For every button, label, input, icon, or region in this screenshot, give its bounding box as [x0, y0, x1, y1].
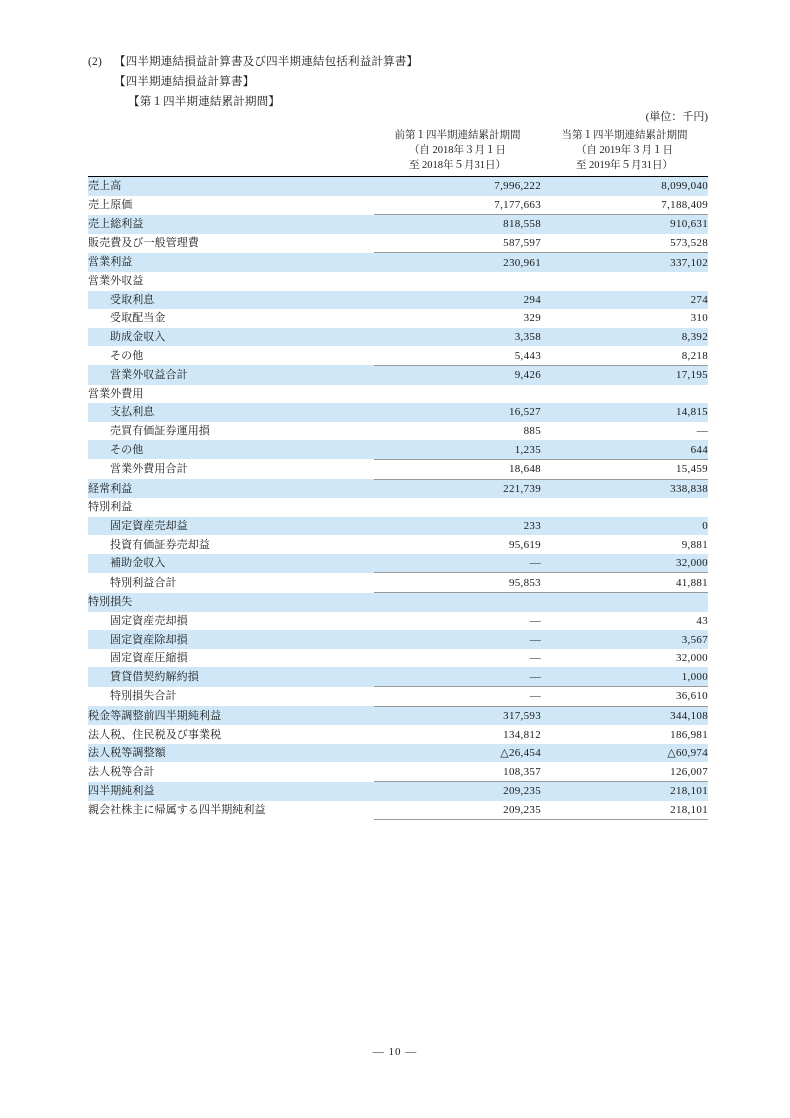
- table-row: [88, 667, 708, 686]
- row-value-previous: 5,443: [374, 346, 541, 365]
- page-number-footer: ― 10 ―: [372, 1046, 418, 1058]
- table-row: [88, 459, 708, 479]
- row-value-previous: 7,177,663: [374, 196, 541, 215]
- heading-text: 【四半期連結損益計算書】: [114, 76, 255, 88]
- previous-period-to: 至 2018年５月31日）: [408, 160, 507, 171]
- previous-period-title: 前第１四半期連結累計期間: [394, 130, 521, 141]
- row-value-current: 1,000: [541, 667, 708, 686]
- row-value-previous: 1,235: [374, 440, 541, 459]
- row-value-previous: 3,358: [374, 328, 541, 347]
- table-row: [88, 498, 708, 517]
- table-row: [88, 517, 708, 536]
- heading-text: 【第１四半期連結累計期間】: [128, 96, 281, 108]
- row-value-current: 14,815: [541, 403, 708, 422]
- row-value-previous: △26,454: [374, 744, 541, 763]
- table-row: [88, 365, 708, 384]
- row-value-current: 644: [541, 440, 708, 459]
- row-label: 営業外収益: [88, 272, 374, 291]
- row-value-current: 274: [541, 291, 708, 310]
- row-value-current: 9,881: [541, 535, 708, 554]
- row-value-current: 218,101: [541, 801, 708, 820]
- column-header-previous: [374, 128, 541, 177]
- row-value-previous: ―: [374, 649, 541, 668]
- table-row: [88, 234, 708, 253]
- row-value-previous: 209,235: [374, 801, 541, 820]
- row-value-current: 32,000: [541, 554, 708, 573]
- row-value-current: ―: [541, 422, 708, 441]
- row-value-previous: ―: [374, 667, 541, 686]
- row-value-previous: ―: [374, 687, 541, 707]
- row-value-previous: 134,812: [374, 725, 541, 744]
- row-label: その他: [88, 346, 374, 365]
- row-label: 売上原価: [88, 196, 374, 215]
- row-label: 売上総利益: [88, 215, 374, 234]
- table-row: [88, 177, 708, 196]
- heading-number: (2): [88, 56, 103, 68]
- table-row: [88, 291, 708, 310]
- row-value-previous: 818,558: [374, 215, 541, 234]
- table-row: [88, 573, 708, 593]
- row-value-previous: 16,527: [374, 403, 541, 422]
- row-label: 営業外収益合計: [88, 365, 374, 384]
- row-value-previous: 294: [374, 291, 541, 310]
- row-label: 固定資産除却損: [88, 630, 374, 649]
- row-value-previous: 885: [374, 422, 541, 441]
- row-value-current: 344,108: [541, 706, 708, 725]
- row-value-current: 15,459: [541, 459, 708, 479]
- row-label: 営業利益: [88, 253, 374, 272]
- column-header-label: [88, 128, 374, 177]
- table-row: [88, 346, 708, 365]
- row-value-previous: 329: [374, 309, 541, 328]
- table-row: [88, 630, 708, 649]
- row-label: 営業外費用: [88, 385, 374, 404]
- row-label: 賃貸借契約解約損: [88, 667, 374, 686]
- row-value-current: 338,838: [541, 479, 708, 498]
- row-value-previous: 233: [374, 517, 541, 536]
- row-label: 売上高: [88, 177, 374, 196]
- row-value-previous: 587,597: [374, 234, 541, 253]
- row-value-current: 41,881: [541, 573, 708, 593]
- current-period-to: 至 2019年５月31日）: [575, 160, 674, 171]
- row-label: 特別利益合計: [88, 573, 374, 593]
- table-row: [88, 535, 708, 554]
- row-value-current: 8,392: [541, 328, 708, 347]
- row-value-previous: [374, 272, 541, 291]
- row-label: 固定資産売却益: [88, 517, 374, 536]
- row-value-current: 8,218: [541, 346, 708, 365]
- table-head: [88, 128, 708, 177]
- row-value-current: 310: [541, 309, 708, 328]
- row-value-current: [541, 385, 708, 404]
- table-row: [88, 272, 708, 291]
- row-value-previous: [374, 498, 541, 517]
- row-value-current: 17,195: [541, 365, 708, 384]
- row-value-current: 186,981: [541, 725, 708, 744]
- row-value-previous: 7,996,222: [374, 177, 541, 196]
- row-value-previous: 209,235: [374, 782, 541, 801]
- table-row: [88, 215, 708, 234]
- row-label: 受取利息: [88, 291, 374, 310]
- row-value-previous: 317,593: [374, 706, 541, 725]
- row-label: 特別利益: [88, 498, 374, 517]
- row-label: 助成金収入: [88, 328, 374, 347]
- row-label: 親会社株主に帰属する四半期純利益: [88, 801, 374, 820]
- table-row: [88, 253, 708, 272]
- row-label: 法人税、住民税及び事業税: [88, 725, 374, 744]
- row-value-current: △60,974: [541, 744, 708, 763]
- row-value-current: 337,102: [541, 253, 708, 272]
- previous-period-from: （自 2018年３月１日: [408, 145, 507, 156]
- table-row: [88, 782, 708, 801]
- row-label: 固定資産圧縮損: [88, 649, 374, 668]
- row-value-previous: 95,853: [374, 573, 541, 593]
- row-value-current: 0: [541, 517, 708, 536]
- row-label: 固定資産売却損: [88, 612, 374, 631]
- row-label: その他: [88, 440, 374, 459]
- row-label: 販売費及び一般管理費: [88, 234, 374, 253]
- column-header-current: [541, 128, 708, 177]
- table-row: [88, 554, 708, 573]
- row-value-current: [541, 593, 708, 612]
- table-row: [88, 687, 708, 707]
- row-value-current: 218,101: [541, 782, 708, 801]
- row-value-current: 7,188,409: [541, 196, 708, 215]
- row-label: 四半期純利益: [88, 782, 374, 801]
- row-label: 売買有価証券運用損: [88, 422, 374, 441]
- row-label: 受取配当金: [88, 309, 374, 328]
- row-value-current: [541, 272, 708, 291]
- row-label: 営業外費用合計: [88, 459, 374, 479]
- row-value-current: 8,099,040: [541, 177, 708, 196]
- table-row: [88, 649, 708, 668]
- heading-line-2: [88, 72, 728, 92]
- row-value-previous: 221,739: [374, 479, 541, 498]
- row-value-current: 3,567: [541, 630, 708, 649]
- table-row: [88, 422, 708, 441]
- row-label: 税金等調整前四半期純利益: [88, 706, 374, 725]
- row-value-current: 36,610: [541, 687, 708, 707]
- row-value-current: [541, 498, 708, 517]
- row-value-previous: ―: [374, 630, 541, 649]
- row-value-previous: 108,357: [374, 762, 541, 781]
- row-label: 経常利益: [88, 479, 374, 498]
- row-value-current: 573,528: [541, 234, 708, 253]
- row-label: 特別損失合計: [88, 687, 374, 707]
- row-value-previous: 230,961: [374, 253, 541, 272]
- table-row: [88, 706, 708, 725]
- row-value-previous: [374, 593, 541, 612]
- table-row: [88, 403, 708, 422]
- heading-text: 【四半期連結損益計算書及び四半期連結包括利益計算書】: [114, 56, 419, 68]
- row-label: 法人税等合計: [88, 762, 374, 781]
- table-row: [88, 479, 708, 498]
- unit-note: (単位：千円): [645, 111, 708, 123]
- row-value-current: 43: [541, 612, 708, 631]
- table-row: [88, 328, 708, 347]
- table-row: [88, 801, 708, 820]
- row-value-previous: [374, 385, 541, 404]
- current-period-title: 当第１四半期連結累計期間: [561, 130, 688, 141]
- current-period-from: （自 2019年３月１日: [575, 145, 674, 156]
- heading-line-1: [88, 52, 728, 72]
- table-row: [88, 762, 708, 781]
- table-row: [88, 593, 708, 612]
- row-value-current: 32,000: [541, 649, 708, 668]
- row-label: 投資有価証券売却益: [88, 535, 374, 554]
- table-row: [88, 309, 708, 328]
- row-value-previous: 9,426: [374, 365, 541, 384]
- heading-line-3: [88, 92, 728, 112]
- table-row: [88, 440, 708, 459]
- row-value-previous: ―: [374, 612, 541, 631]
- table-row: [88, 744, 708, 763]
- row-label: 支払利息: [88, 403, 374, 422]
- heading-block: [88, 52, 728, 112]
- row-label: 特別損失: [88, 593, 374, 612]
- table-header-row: [88, 128, 708, 177]
- row-label: 補助金収入: [88, 554, 374, 573]
- table-row: [88, 385, 708, 404]
- table-row: [88, 196, 708, 215]
- table-body: [88, 177, 708, 820]
- table-row: [88, 612, 708, 631]
- row-value-previous: 95,619: [374, 535, 541, 554]
- row-label: 法人税等調整額: [88, 744, 374, 763]
- table-row: [88, 725, 708, 744]
- row-value-previous: 18,648: [374, 459, 541, 479]
- row-value-current: 910,631: [541, 215, 708, 234]
- row-value-previous: ―: [374, 554, 541, 573]
- income-statement-table: [88, 128, 708, 820]
- row-value-current: 126,007: [541, 762, 708, 781]
